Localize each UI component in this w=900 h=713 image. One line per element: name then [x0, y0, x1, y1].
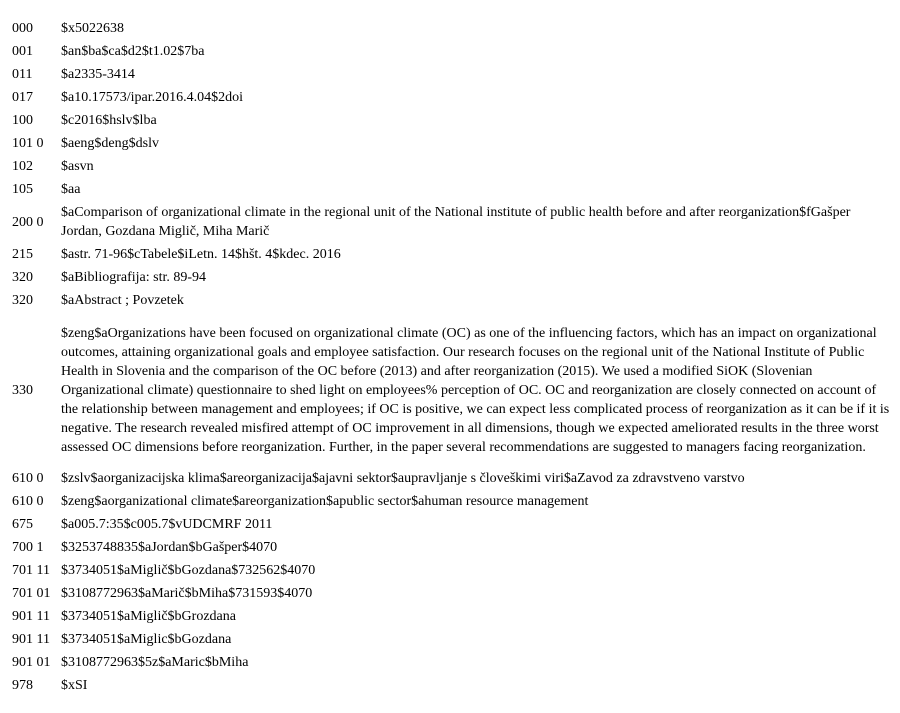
field-tag: 001 [12, 44, 33, 59]
field-row [0, 63, 900, 86]
field-content: $aBibliografija: str. 89-94 [61, 270, 207, 285]
field-tag: 101 0 [12, 136, 44, 151]
field-tag: 675 [12, 517, 33, 532]
field-row [0, 155, 900, 178]
field-row [0, 289, 900, 312]
field-tag: 000 [12, 21, 33, 36]
field-row [0, 559, 900, 582]
field-content: $a005.7:35$c005.7$vUDCMRF 2011 [61, 517, 273, 532]
field-row [0, 467, 900, 490]
field-tag: 610 0 [12, 494, 44, 509]
field-tag: 011 [12, 67, 33, 82]
field-content: $aComparison of organizational climate in the regional unit of the National institute of public health before and after reorganization$fGašper Jordan, Gozdana Miglič, Miha Marič [61, 205, 851, 239]
field-tag: 901 11 [12, 632, 50, 647]
field-tag: 700 1 [12, 540, 44, 555]
field-row [0, 628, 900, 651]
field-tag: 215 [12, 247, 33, 262]
field-tag: 701 11 [12, 563, 50, 578]
field-tag: 200 0 [12, 214, 44, 230]
field-content: $3108772963$5z$aMaric$bMiha [61, 655, 249, 670]
field-row [0, 582, 900, 605]
field-row [0, 674, 900, 697]
field-content: $a2335-3414 [61, 67, 135, 82]
field-row [0, 605, 900, 628]
field-content: $asvn [61, 159, 94, 174]
field-content: $an$ba$ca$d2$t1.02$7ba [61, 44, 205, 59]
field-tag: 901 11 [12, 609, 50, 624]
field-tag: 320 [12, 270, 33, 285]
field-content: $3734051$aMiglič$bGozdana$732562$4070 [61, 563, 316, 578]
field-content: $aeng$deng$dslv [61, 136, 159, 151]
field-row [0, 132, 900, 155]
field-tag: 330 [12, 382, 33, 398]
field-row [0, 266, 900, 289]
field-row [0, 243, 900, 266]
field-content: $c2016$hslv$lba [61, 113, 157, 128]
field-content: $3734051$aMiglic$bGozdana [61, 632, 232, 647]
field-content: $zslv$aorganizacijska klima$areorganizacija$ajavni sektor$aupravljanje s človeškimi viri$aZavod za zdravstveno varstvo [61, 471, 745, 486]
field-tag: 105 [12, 182, 33, 197]
field-tag: 102 [12, 159, 33, 174]
field-content: $3108772963$aMarič$bMiha$731593$4070 [61, 586, 313, 601]
field-tag: 978 [12, 678, 33, 693]
field-content: $a10.17573/ipar.2016.4.04$2doi [61, 90, 243, 105]
field-content: $3734051$aMiglič$bGrozdana [61, 609, 236, 624]
field-tag: 017 [12, 90, 33, 105]
field-row [0, 651, 900, 674]
field-tag: 901 01 [12, 655, 51, 670]
field-content: $zeng$aOrganizations have been focused on organizational climate (OC) as one of the influencing factors, which has an impact on organizational outcomes, attaining organizational goals and employee satisfaction. Our research focuses on the regional unit of the National Institute of Public Health in Slovenia and the comparison of the OC before (2013) and after reorganization (2015). We used a modified SiOK (Slovenian Organizational climate) questionnaire to shed light on employees% perception of OC. OC and reorganization are closely connected on account of the relationship between management and employees; if OC is positive, we can expect less complicated process of reorganization as it can be if it is negative. The research revealed misfired attempt of OC improvement in all dimensions, though we expected ameliorated results in the three worst assessed OC dimensions before reorganization. Further, in the paper several recommendations are suggested to managers facing reorganization. [61, 325, 890, 455]
field-row [0, 178, 900, 201]
field-content: $astr. 71-96$cTabele$iLetn. 14$hšt. 4$kdec. 2016 [61, 247, 341, 262]
field-row [0, 40, 900, 63]
field-row [0, 490, 900, 513]
field-tag: 320 [12, 293, 33, 308]
field-content: $zeng$aorganizational climate$areorganization$apublic sector$ahuman resource management [61, 494, 589, 509]
field-content: $x5022638 [61, 21, 124, 36]
field-tag: 610 0 [12, 471, 44, 486]
field-tag: 701 01 [12, 586, 51, 601]
field-row [0, 513, 900, 536]
field-row [0, 202, 900, 242]
field-content: $aa [61, 182, 81, 197]
field-tag: 100 [12, 113, 33, 128]
field-row [0, 313, 900, 467]
field-row [0, 536, 900, 559]
field-row [0, 109, 900, 132]
field-content: $3253748835$aJordan$bGašper$4070 [61, 540, 278, 555]
field-row [0, 86, 900, 109]
field-content: $aAbstract ; Povzetek [61, 293, 184, 308]
field-content: $xSI [61, 678, 88, 693]
field-row [0, 17, 900, 40]
